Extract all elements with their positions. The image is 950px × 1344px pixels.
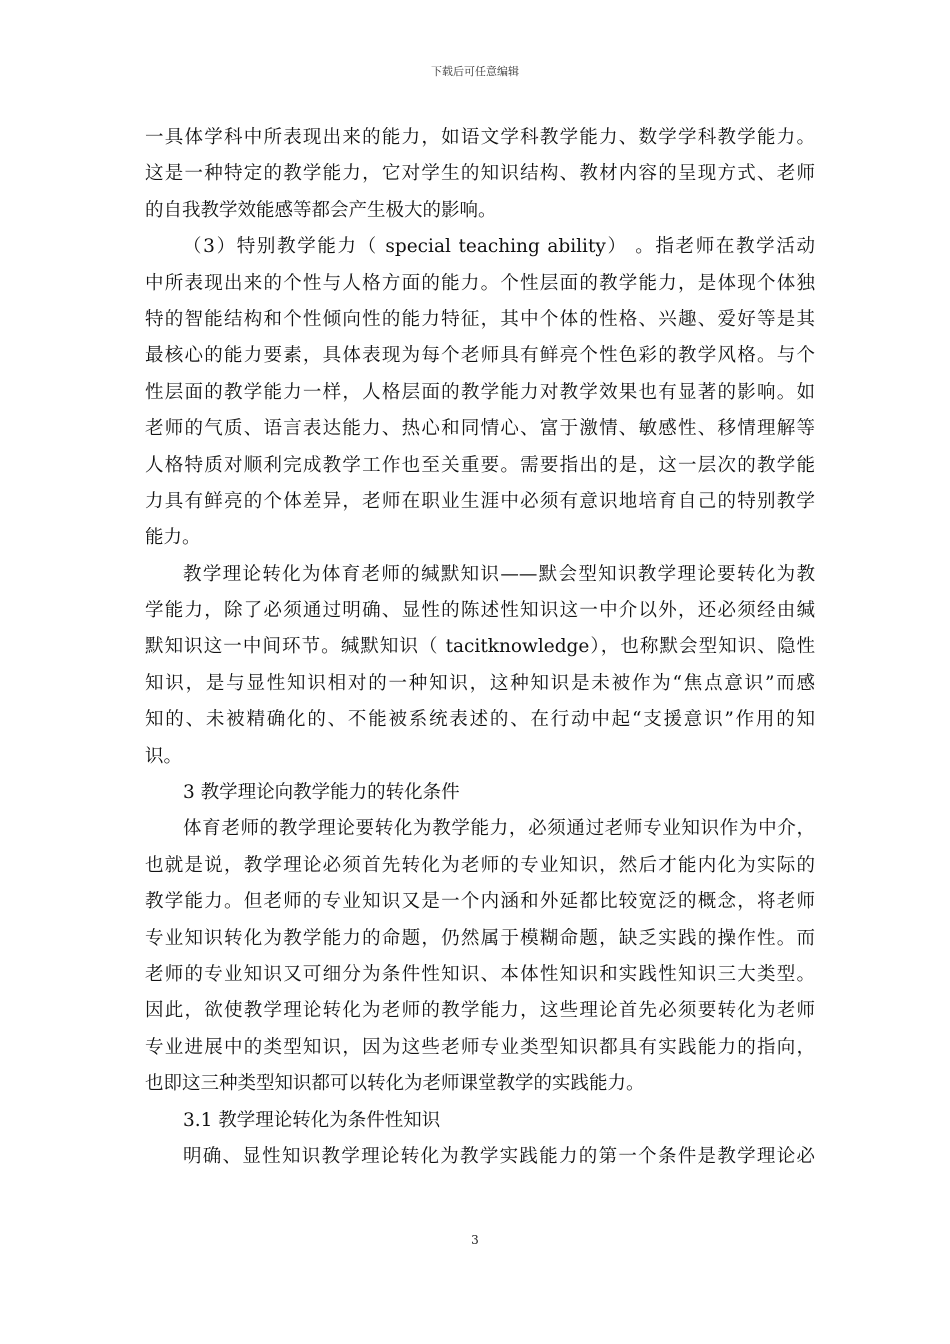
text-line: 的自我教学效能感等都会产生极大的影响。 [145,199,497,221]
text-line: 力具有鲜亮的个体差异，老师在职业生涯中必须有意识地培育自己的特别教学 [145,490,815,512]
text-line: 这是一种特定的教学能力，它对学生的知识结构、教材内容的呈现方式、老师 [145,163,815,185]
text-line: 能力。 [145,527,201,549]
page-number: 3 [471,1233,479,1247]
text-line: 特的智能结构和个性倾向性的能力特征，其中个体的性格、兴趣、爱好等是其 [145,308,815,330]
text-line: 因此，欲使教学理论转化为老师的教学能力，这些理论首先必须要转化为老师 [145,1000,815,1022]
text-line: 知的、未被精确化的、不能被系统表述的、在行动中起“支援意识”作用的知 [145,709,815,731]
document-body [145,120,815,1175]
text-line: 学能力，除了必须通过明确、显性的陈述性知识这一中介以外，还必须经由缄 [145,600,815,622]
text-line: 最核心的能力要素，具体表现为每个老师具有鲜亮个性色彩的教学风格。与个 [145,345,815,367]
text-line: 专业知识转化为教学能力的命题，仍然属于模糊命题，缺乏实践的操作性。而 [145,927,815,949]
text-line: 知识，是与显性知识相对的一种知识，这种知识是未被作为“焦点意识”而感 [145,672,815,694]
text-line: 体育老师的教学理论要转化为教学能力，必须通过老师专业知识作为中介， [183,818,815,840]
text-line: 也就是说，教学理论必须首先转化为老师的专业知识，然后才能内化为实际的 [145,854,815,876]
text-line: 中所表现出来的个性与人格方面的能力。个性层面的教学能力，是体现个体独 [145,272,815,294]
text-line: 教学理论转化为体育老师的缄默知识——默会型知识教学理论要转化为教 [183,563,815,585]
page-header: 下载后可任意编辑 [431,65,519,78]
text-line: 一具体学科中所表现出来的能力，如语文学科教学能力、数学学科教学能力。 [145,127,815,148]
text-line: 人格特质对顺利完成教学工作也至关重要。需要指出的是，这一层次的教学能 [145,454,815,476]
subsection-heading: 3.1 教学理论转化为条件性知识 [183,1109,441,1131]
text-line: （3）特别教学能力（ special teaching ability） 。指老师在教学活动 [183,236,815,258]
text-line: 老师的专业知识又可细分为条件性知识、本体性知识和实践性知识三大类型。 [145,963,815,985]
text-line: 教学能力。但老师的专业知识又是一个内涵和外延都比较宽泛的概念，将老师 [145,891,815,913]
text-line: 识。 [145,745,183,767]
text-line: 专业进展中的类型知识，因为这些老师专业类型知识都具有实践能力的指向， [145,1036,815,1058]
text-line: 默知识这一中间环节。缄默知识（ tacitknowledge），也称默会型知识、隐性 [145,636,815,658]
section-heading: 3 教学理论向教学能力的转化条件 [183,782,460,804]
text-line: 老师的气质、语言表达能力、热心和同情心、富于激情、敏感性、移情理解等 [145,418,815,440]
text-line: 性层面的教学能力一样，人格层面的教学能力对教学效果也有显著的影响。如 [145,381,815,403]
text-line: 明确、显性知识教学理论转化为教学实践能力的第一个条件是教学理论必 [183,1145,815,1167]
text-line: 也即这三种类型知识都可以转化为老师课堂教学的实践能力。 [145,1073,645,1095]
